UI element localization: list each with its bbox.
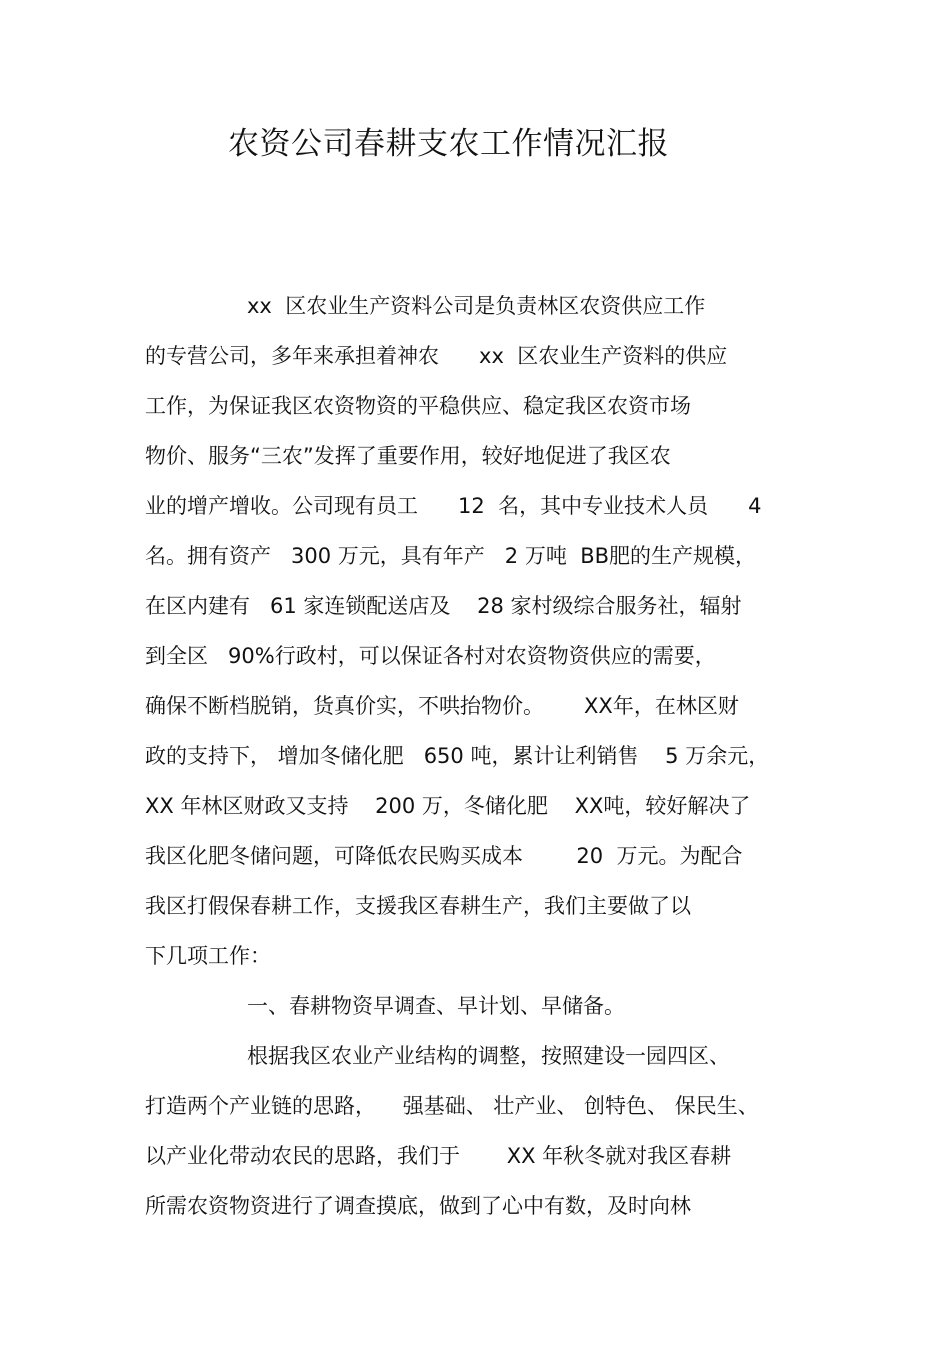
body-line: 政的支持下， 增加冬储化肥 650 吨，累计让利销售 5 万余元， bbox=[145, 744, 770, 768]
body-line: 打造两个产业链的思路， 强基础、 壮产业、 创特色、 保民生、 bbox=[145, 1094, 759, 1118]
document-title: 农资公司春耕支农工作情况汇报 bbox=[228, 126, 669, 162]
body-line: XX 年林区财政又支持 200 万，冬储化肥 XX吨，较好解决了 bbox=[145, 794, 751, 818]
body-line: 确保不断档脱销，货真价实，不哄抬物价。 XX年，在林区财 bbox=[145, 694, 739, 718]
body-line: 以产业化带动农民的思路，我们于 XX 年秋冬就对我区春耕 bbox=[145, 1144, 732, 1168]
body-line: 下几项工作： bbox=[145, 944, 271, 968]
body-line: 根据我区农业产业结构的调整，按照建设一园四区、 bbox=[247, 1044, 730, 1068]
body-line: 我区化肥冬储问题，可降低农民购买成本 20 万元。为配合 bbox=[145, 844, 743, 868]
body-line: 业的增产增收。公司现有员工 12 名，其中专业技术人员 4 bbox=[145, 494, 762, 518]
body-line: 我区打假保春耕工作，支援我区春耕生产，我们主要做了以 bbox=[145, 894, 691, 918]
section-heading: 一、春耕物资早调查、早计划、早储备。 bbox=[247, 994, 625, 1018]
body-line: 到全区 90%行政村，可以保证各村对农资物资供应的需要， bbox=[145, 644, 716, 668]
body-line: 所需农资物资进行了调查摸底，做到了心中有数，及时向林 bbox=[145, 1194, 691, 1218]
body-line: 物价、服务“三农”发挥了重要作用，较好地促进了我区农 bbox=[145, 444, 671, 468]
body-line: 在区内建有 61 家连锁配送店及 28 家村级综合服务社，辐射 bbox=[145, 594, 742, 618]
body-line: xx 区农业生产资料公司是负责林区农资供应工作 bbox=[247, 294, 706, 318]
body-line: 的专营公司，多年来承担着神农 xx 区农业生产资料的供应 bbox=[145, 344, 728, 368]
body-line: 名。拥有资产 300 万元，具有年产 2 万吨 BB肥的生产规模， bbox=[145, 544, 757, 568]
body-line: 工作，为保证我区农资物资的平稳供应、稳定我区农资市场 bbox=[145, 394, 691, 418]
